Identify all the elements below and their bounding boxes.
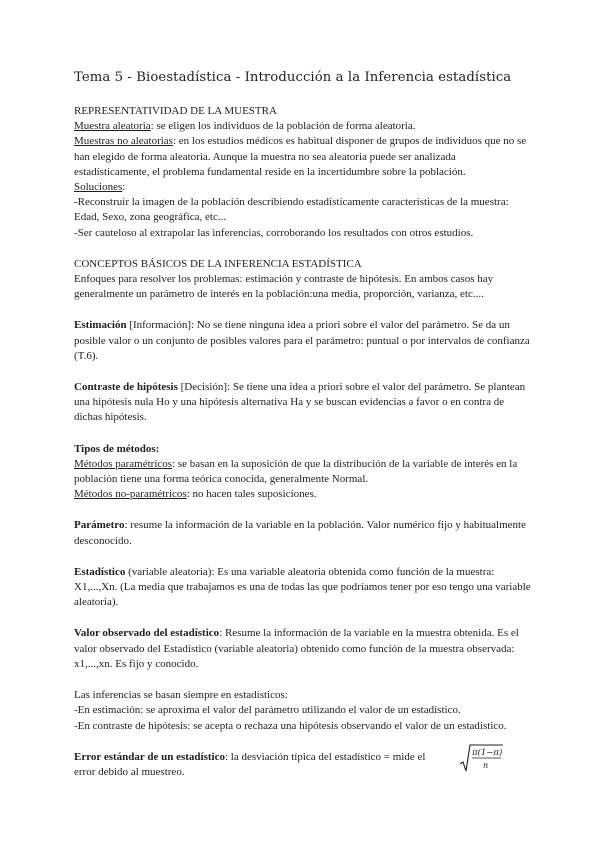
paragraph-muestras-no-aleatorias (74, 134, 532, 180)
soluciones-colon: : (122, 181, 126, 194)
definition-valor-observado: : Resume la información de la variable en la muestra obtenida. Es el valor observado del Estadístico (variable aleatoria) obtenido como función de la muestra observada: x1,...,xn. Es fijo y conocido. (74, 627, 519, 670)
term-estadistico: Estadístico (74, 565, 126, 578)
term-tipos-metodos: Tipos de métodos: (74, 442, 160, 455)
term-muestra-aleatoria: Muestra aleatoria (74, 120, 151, 133)
formula-denominator: n (483, 761, 489, 770)
term-parametricos: Métodos paramétricos (74, 457, 173, 470)
paragraph-soluciones (74, 180, 532, 195)
section-heading-representatividad: REPRESENTATIVIDAD DE LA MUESTRA (74, 105, 277, 117)
solucion-1: -Reconstruir la imagen de la población describiendo estadísticamente características de la muestra: Edad, Sexo, zona geográfica, etc... (74, 196, 509, 224)
definition-muestras-no-aleatorias: : en los estudios médicos es habitual disponer de grupos de individuos que no se han elegido de forma aleatoria. Aunque la muestra no sea aleatoria puede ser analizada estadísticamente, el problema fundamental reside en la incertidumbre sobre la población. (74, 135, 527, 178)
standard-error-formula (458, 743, 504, 773)
page-title: Tema 5 - Bioestadística - Introducción a la Inferencia estadística (74, 70, 512, 85)
definition-contraste: [Decisión]: Se tiene una idea a priori sobre el valor del parámetro. Se plantean una hipótesis nula Ho y una hipótesis alternativa Ha y se buscan evidencias a favor o en contra de dichas hipótesis. (74, 381, 526, 424)
definition-error-estandar: : la desviación típica del estadístico = mide el error debido al muestreo. (74, 750, 426, 778)
term-parametro: Parámetro (74, 519, 125, 532)
sqrt-formula-graphic (458, 743, 504, 773)
paragraph-estadistico (74, 565, 532, 611)
definition-parametricos: : se basan en la suposición de que la distribución de la variable de interés en la población tiene una forma teórica conocida, generalmente Normal. (74, 457, 518, 486)
formula-numerator: π(1−π) (472, 748, 503, 758)
section-heading-conceptos: CONCEPTOS BÁSICOS DE LA INFERENCIA ESTADÍSTICA (74, 257, 362, 270)
paragraph-contraste (74, 380, 532, 426)
paragraph-parametro (74, 518, 532, 548)
definition-parametro: : resume la información de la variable en la población. Valor numérico fijo y habitualmente desconocido. (74, 519, 526, 547)
heading-tipos-metodos (74, 442, 532, 457)
paragraph-enfoques: Enfoques para resolver los problemas: estimación y contraste de hipótesis. En ambos casos hay generalmente un parámetro de interés en la población:una media, proporción, varianza, etc.... (74, 273, 494, 301)
definition-no-parametricos: : no hacen tales suposiciones. (186, 488, 317, 501)
definition-estimacion: [Información]: No se tiene ninguna idea a priori sobre el valor del parámetro. Se da un posible valor o un conjunto de posibles valores para el parámetro: puntual o por intervalos de confianza (T.6). (74, 319, 530, 362)
paragraph-inferencias: Las inferencias se basan siempre en estadísticos: (74, 689, 288, 702)
term-error-estandar: Error estándar de un estadístico (74, 750, 225, 763)
paragraph-no-parametricos (74, 487, 532, 502)
term-valor-observado: Valor observado del estadístico (74, 627, 220, 640)
term-contraste: Contraste de hipótesis (74, 381, 178, 394)
term-muestras-no-aleatorias: Muestras no aleatorias (74, 135, 173, 148)
term-soluciones: Soluciones (74, 181, 123, 194)
inferencia-1: -En estimación: se aproxima el valor del parámetro utilizando el valor de un estadístico. (74, 704, 461, 717)
document-body (74, 104, 532, 780)
paragraph-estimacion (74, 318, 532, 364)
definition-muestra-aleatoria: : se eligen los individuos de la población de forma aleatoria. (150, 120, 416, 133)
definition-estadistico: (variable aleatoria): Es una variable aleatoria obtenida como función de la muestra: X1,...,Xn. (La media que trabajamos es una de todas las que podríamos tener por eso tengo una variable aleatoria). (74, 565, 531, 609)
paragraph-valor-observado (74, 626, 532, 672)
term-no-parametricos: Métodos no-paramétricos (74, 488, 187, 501)
term-estimacion: Estimación (74, 319, 127, 332)
solucion-2: -Ser cauteloso al extrapolar las inferencias, corroborando los resultados con otros estudios. (74, 226, 474, 239)
paragraph-muestra-aleatoria (74, 119, 532, 134)
inferencia-2: -En contraste de hipótesis: se acepta o rechaza una hipótesis observando el valor de un estadístico. (74, 719, 507, 732)
paragraph-error-estandar (74, 750, 444, 780)
paragraph-parametricos (74, 457, 532, 487)
